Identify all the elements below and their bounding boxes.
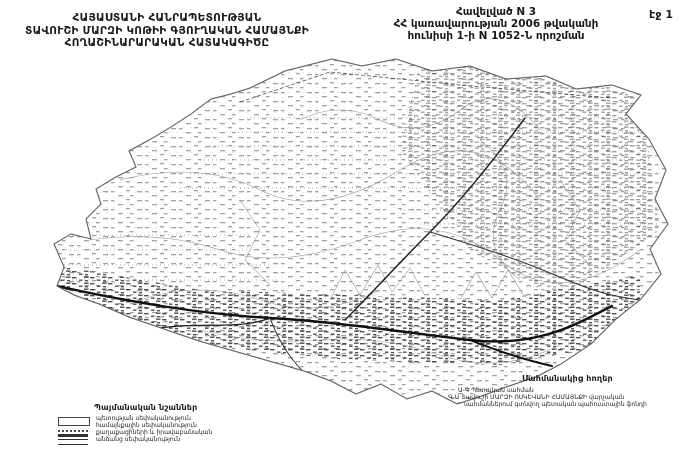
adjacent-lands-title: Սահմանակից հողեր	[522, 374, 613, 383]
private-property-symbol-2	[58, 439, 88, 445]
legend-item-entities: անձանց սեփականություն	[96, 436, 181, 443]
map-legend	[58, 403, 236, 445]
legend-title: Պայմանական նշաններ	[94, 403, 198, 412]
page-number: էջ 1	[649, 8, 673, 21]
legend-item-citizens: քաղաքացիների և իրավաբանական	[96, 429, 213, 436]
title-line-1: ՀԱՅԱՍՏԱՆԻ ՀԱՆՐԱՊԵՏՈՒԹՅԱՆ	[72, 12, 262, 24]
document-title	[6, 12, 328, 50]
adjacent-lands-line-3: սահմաններում գտնվող պետական պահուստային ֆոնդի	[464, 401, 647, 408]
legend-labels	[96, 415, 212, 443]
annex-reference	[362, 6, 630, 42]
title-line-2: ՏԱՎՈՒՇԻ ՄԱՐԶԻ ԿՈԹԻԻ ԳՅՈՒՂԱԿԱՆ ՀԱՄԱՅՆՔԻ	[25, 24, 309, 37]
legend-symbols	[58, 415, 90, 445]
adjacent-lands-line-2: Գ-Ա Տավուշի ՄԱՐԶԻ ՈՍԿԵՎԱՆԻ ՀԱՄԱՅՆՔԻ վարչական	[448, 394, 625, 401]
annex-line-3: հունիսի 1-ի N 1052-Ն որոշման	[407, 30, 585, 42]
title-line-3: ՀՈՂԱՇԻՆԱՐԱՐԱԿԱՆ ՀԱՏԱԿԱԳԻԾԸ	[64, 37, 270, 49]
legend-item-community: համայնքային սեփականություն	[96, 422, 197, 429]
community-property-symbol	[58, 426, 88, 432]
annex-line-2: ՀՀ կառավարության 2006 թվականի	[393, 18, 599, 30]
annex-line-1: Հավելված N 3	[455, 6, 537, 18]
state-property-symbol	[58, 417, 90, 426]
adjacent-lands-note	[448, 374, 678, 408]
adjacent-lands-line-1: Ա-Գ Պետական սահման	[458, 387, 534, 394]
private-property-symbol	[58, 434, 88, 437]
legend-item-state: պետության սեփականություն	[96, 415, 191, 422]
